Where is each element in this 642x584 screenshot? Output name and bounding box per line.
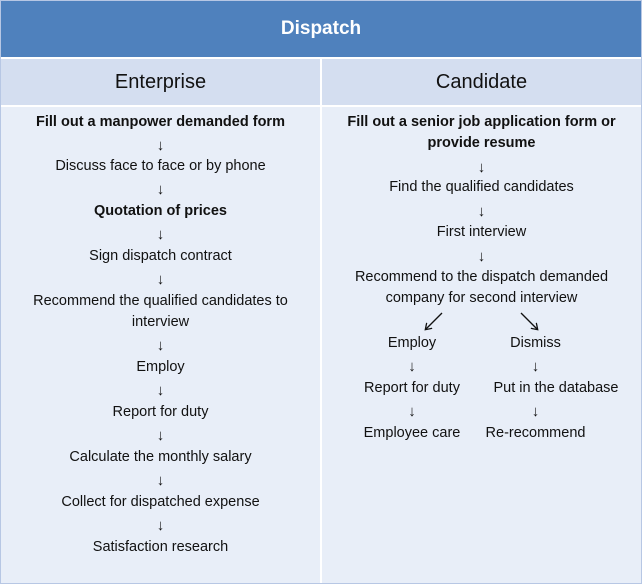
branch-dismiss-1: Dismiss [510,335,561,351]
enterprise-step-5: Recommend the qualified candidates to [33,293,288,309]
branch-employ-3: Employee care [363,425,461,441]
candidate-step-2: Find the qualified candidates [389,179,574,195]
down-arrow-icon: ↓ [156,181,165,198]
branch-dismiss-2: Put in the database [493,380,619,396]
enterprise-step-8: Calculate the monthly salary [69,449,252,465]
enterprise-heading: Enterprise [1,59,320,105]
branch-employ-2: Report for duty [364,380,460,396]
branch-arrow-right [521,313,537,329]
enterprise-step-3: Quotation of prices [94,203,227,219]
table-title: Dispatch [1,1,641,57]
candidate-step-4: Recommend to the dispatch demanded [354,269,609,285]
down-arrow-icon: ↓ [156,472,165,489]
down-arrow-icon: ↓ [156,137,165,154]
branch-dismiss-3: Re-recommend [485,425,586,441]
down-arrow-icon: ↓ [408,358,416,375]
down-arrow-icon: ↓ [156,517,165,534]
branch-employ-1: Employ [387,335,437,351]
down-arrow-icon: ↓ [531,403,540,420]
enterprise-step-5-cont: interview [131,314,190,330]
enterprise-column [1,107,320,583]
enterprise-step-7: Report for duty [112,404,209,420]
candidate-heading: Candidate [322,59,641,105]
enterprise-step-6: Employ [136,359,185,375]
enterprise-step-9: Collect for dispatched expense [61,494,260,510]
enterprise-step-10: Satisfaction research [92,539,229,555]
candidate-step-1: Fill out a senior job application form or [347,114,616,130]
down-arrow-icon: ↓ [156,382,165,399]
branch-arrow-left [426,313,442,329]
candidate-step-4-cont: company for second interview [385,290,578,306]
down-arrow-icon: ↓ [156,226,165,243]
down-arrow-icon: ↓ [408,403,416,420]
enterprise-step-1: Fill out a manpower demanded form [36,114,285,130]
enterprise-step-4: Sign dispatch contract [89,248,232,264]
candidate-column [322,107,641,583]
down-arrow-icon: ↓ [477,203,486,220]
enterprise-step-2: Discuss face to face or by phone [55,158,266,174]
down-arrow-icon: ↓ [156,427,165,444]
down-arrow-icon: ↓ [477,248,486,265]
down-arrow-icon: ↓ [156,337,165,354]
down-arrow-icon: ↓ [156,271,165,288]
candidate-step-1-cont: provide resume [427,135,536,151]
candidate-step-3: First interview [436,224,527,240]
down-arrow-icon: ↓ [477,159,486,176]
down-arrow-icon: ↓ [531,358,540,375]
